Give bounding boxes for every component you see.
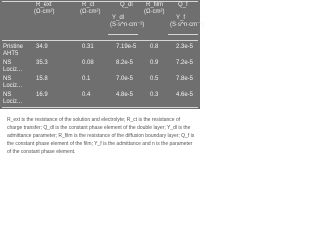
col-header-rct-unit: (Ω·cm²) xyxy=(80,9,101,15)
table-cell: 4.6e-5 xyxy=(176,92,194,98)
col-header-yf: Y_f xyxy=(176,15,186,21)
col-header-ydl-unit: (S·s^n·cm⁻²) xyxy=(110,22,145,28)
row-label: NS xyxy=(3,92,12,98)
row-label: Lociz... xyxy=(3,67,23,73)
table-cell: 0.1 xyxy=(82,76,91,82)
col-header-rfilm-unit: (Ω·cm²) xyxy=(144,9,165,15)
row-label: Lociz... xyxy=(3,83,23,89)
table-cell: 8.2e-5 xyxy=(116,60,134,66)
col-header-rext-unit: (Ω·cm²) xyxy=(34,9,55,15)
table-cell: 35.3 xyxy=(36,60,48,66)
header-bottom-rule xyxy=(2,40,198,41)
table-bottom-rule xyxy=(2,107,198,108)
data-table xyxy=(0,0,205,109)
table-top-rule xyxy=(2,1,198,2)
col-header-rext: R_ext xyxy=(36,2,52,8)
col-header-ydl: Y_dl xyxy=(112,15,125,21)
table-cell: 0.31 xyxy=(82,44,94,50)
col-header-qdl: Q_dl xyxy=(120,2,133,8)
row-label: NS xyxy=(3,60,12,66)
table-cell: 7.8e-5 xyxy=(176,76,194,82)
table-cell: 7.2e-5 xyxy=(176,60,194,66)
row-label: Pristine xyxy=(3,44,24,50)
table-cell: 2.3e-5 xyxy=(176,44,194,50)
table-cell: 7.19e-5 xyxy=(116,44,137,50)
col-header-yf-unit: (S·s^n·cm⁻²) xyxy=(170,22,205,28)
col-header-rct: R_ct xyxy=(82,2,95,8)
row-label: Lociz... xyxy=(3,99,23,105)
table-cell: 0.3 xyxy=(150,92,159,98)
qdl-subrule xyxy=(108,34,138,35)
table-cell: 16.9 xyxy=(36,92,48,98)
table-cell: 15.8 xyxy=(36,76,48,82)
table-notes: R_ext is the resistance of the solution and electrolyte; R_ct is the resistance of charge transfer; Q_dl is the constant phase element of the double layer; Y_dl is the admittance parameter; R_film is the resistance of the diffusion boundary layer; Q_f is the constant phase element of the film; Y_f is the admittance and n is the parameter of the constant phase element. xyxy=(7,117,195,155)
table-cell: 0.4 xyxy=(82,92,91,98)
row-label: NS xyxy=(3,76,12,82)
table-cell: 34.9 xyxy=(36,44,48,50)
table-cell: 4.8e-5 xyxy=(116,92,134,98)
table-cell: 0.08 xyxy=(82,60,94,66)
table-cell: 0.8 xyxy=(150,44,159,50)
row-label: AHT5 xyxy=(3,51,19,57)
table-cell: 0.5 xyxy=(150,76,159,82)
col-header-qf: Q_f xyxy=(178,2,188,8)
table-cell: 7.0e-5 xyxy=(116,76,134,82)
qf-subrule xyxy=(168,34,198,35)
table-cell: 0.9 xyxy=(150,60,159,66)
col-header-rfilm: R_film xyxy=(146,2,164,8)
